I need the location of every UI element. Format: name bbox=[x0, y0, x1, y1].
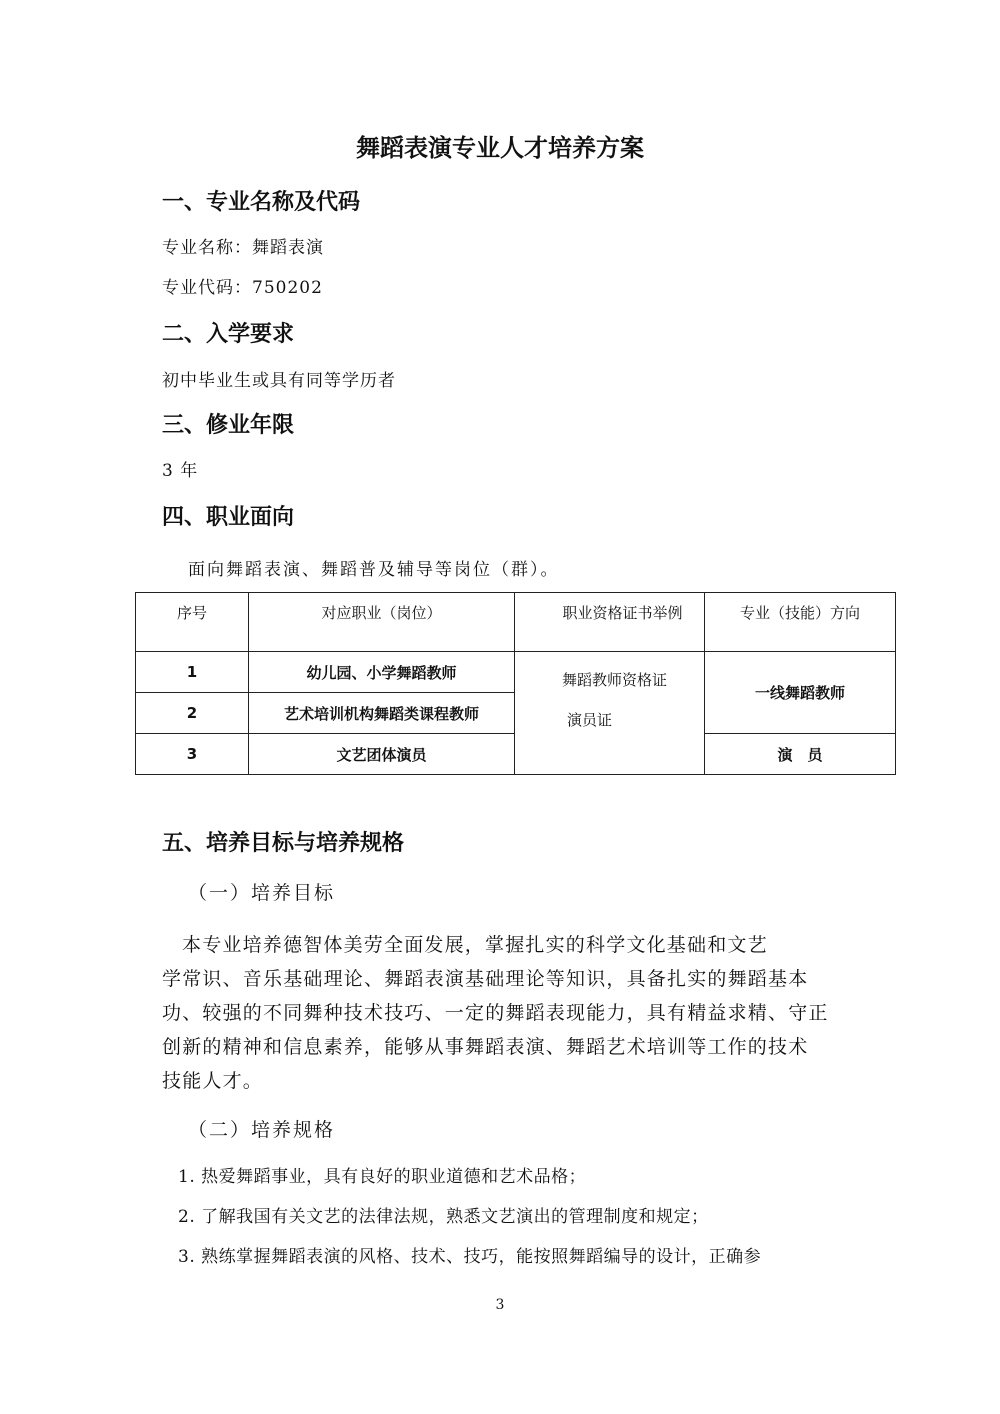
major-name: 专业名称：舞蹈表演 bbox=[162, 238, 324, 258]
table-header-row bbox=[136, 593, 896, 652]
row-job: 幼儿园、小学舞蹈教师 bbox=[249, 652, 515, 693]
header-cell: 序号 bbox=[136, 593, 249, 652]
spec-item: 2. 了解我国有关文艺的法律法规，熟悉文艺演出的管理制度和规定； bbox=[178, 1207, 709, 1227]
section-1-heading: 一、专业名称及代码 bbox=[162, 190, 361, 215]
paragraph-line: 技能人才。 bbox=[162, 1070, 264, 1092]
admission-requirement: 初中毕业生或具有同等学历者 bbox=[162, 371, 396, 391]
page-number: 3 bbox=[495, 1297, 505, 1313]
direction-cell: 演 员 bbox=[705, 734, 896, 775]
paragraph-line: 本专业培养德智体美劳全面发展，掌握扎实的科学文化基础和文艺 bbox=[182, 934, 768, 956]
table-row bbox=[136, 652, 896, 693]
header-cell: 专业（技能）方向 bbox=[705, 593, 896, 652]
goal-paragraph bbox=[162, 928, 862, 1098]
row-job: 艺术培训机构舞蹈类课程教师 bbox=[249, 693, 515, 734]
paragraph-line: 创新的精神和信息素养，能够从事舞蹈表演、舞蹈艺术培训等工作的技术 bbox=[162, 1036, 809, 1058]
row-number: 2 bbox=[136, 693, 249, 734]
certificate-item: 舞蹈教师资格证 bbox=[561, 671, 667, 689]
row-job: 文艺团体演员 bbox=[249, 734, 515, 775]
paragraph-line: 学常识、音乐基础理论、舞蹈表演基础理论等知识，具备扎实的舞蹈基本 bbox=[162, 968, 809, 990]
header-cell: 对应职业（岗位） bbox=[249, 593, 515, 652]
spec-heading: （二）培养规格 bbox=[188, 1119, 336, 1141]
career-intro: 面向舞蹈表演、舞蹈普及辅导等岗位（群）。 bbox=[188, 560, 560, 580]
goal-heading: （一）培养目标 bbox=[188, 882, 336, 904]
row-number: 1 bbox=[136, 652, 249, 693]
section-2-heading: 二、入学要求 bbox=[162, 322, 295, 347]
certificate-cell bbox=[515, 652, 705, 775]
spec-item: 3. 熟练掌握舞蹈表演的风格、技术、技巧，能按照舞蹈编导的设计，正确参 bbox=[178, 1247, 762, 1267]
header-cell: 职业资格证书举例 bbox=[515, 593, 705, 652]
spec-item: 1. 热爱舞蹈事业，具有良好的职业道德和艺术品格； bbox=[178, 1167, 587, 1187]
career-table bbox=[135, 592, 896, 775]
paragraph-line: 功、较强的不同舞种技术技巧、一定的舞蹈表现能力，具有精益求精、守正 bbox=[162, 1002, 829, 1024]
section-5-heading: 五、培养目标与培养规格 bbox=[162, 831, 405, 856]
document-title: 舞蹈表演专业人才培养方案 bbox=[356, 134, 644, 162]
direction-cell: 一线舞蹈教师 bbox=[705, 652, 896, 734]
section-3-heading: 三、修业年限 bbox=[162, 413, 295, 438]
major-code: 专业代码：750202 bbox=[162, 278, 323, 298]
study-duration: 3 年 bbox=[162, 461, 199, 481]
section-4-heading: 四、职业面向 bbox=[162, 505, 295, 530]
certificate-item: 演员证 bbox=[566, 711, 612, 729]
row-number: 3 bbox=[136, 734, 249, 775]
